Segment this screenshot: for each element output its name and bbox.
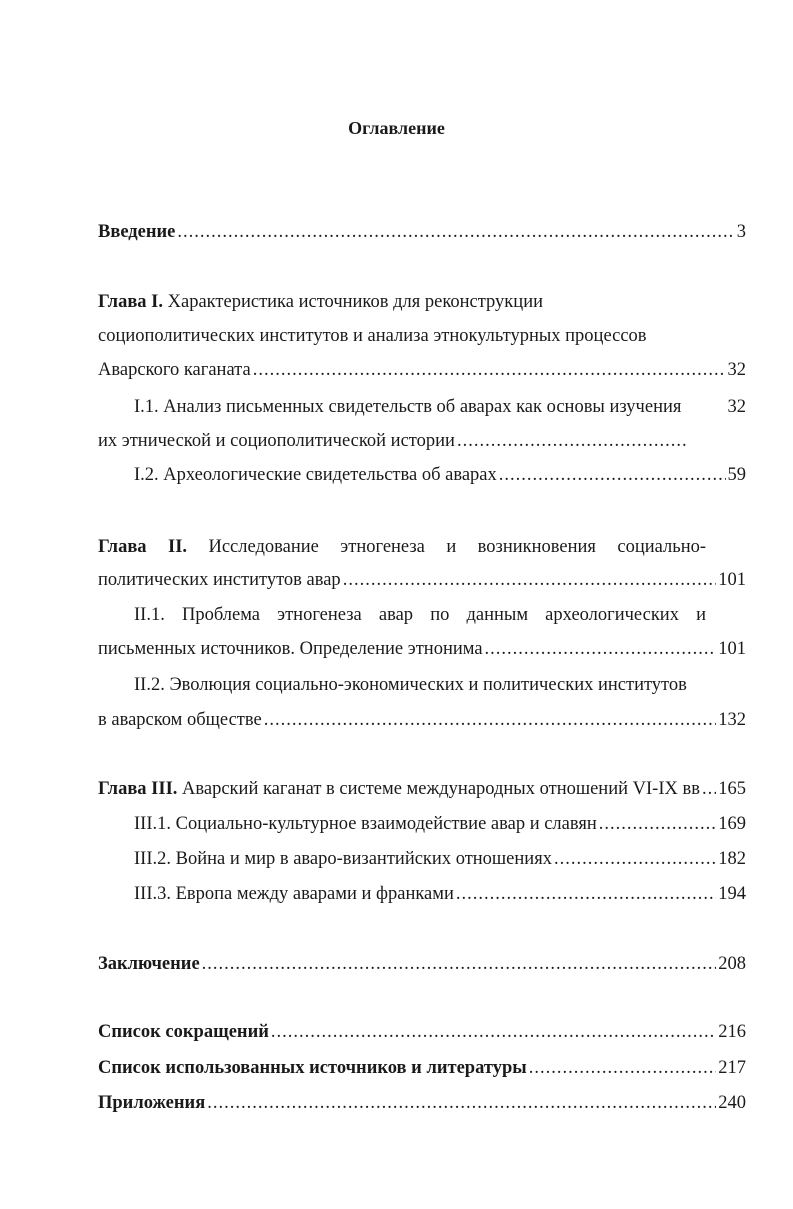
- toc-entry-label: Введение: [98, 222, 176, 242]
- chapter-label: Глава I.: [98, 292, 164, 312]
- chapter-heading: [98, 777, 700, 801]
- chapter-title-line: Аварский каганат в системе международных отношений VI-IX вв: [182, 779, 700, 799]
- section-title-line: II.1. Проблема этногенеза авар по данным археологических и: [134, 605, 706, 625]
- toc-entry-sources: [98, 1056, 746, 1080]
- page-number: 182: [718, 849, 746, 869]
- page-number: 208: [718, 954, 746, 974]
- leader-dots: [599, 812, 716, 836]
- section-title-line: в аварском обществе: [98, 710, 262, 730]
- page-number: 165: [718, 779, 746, 799]
- page-number: 217: [718, 1058, 746, 1078]
- leader-dots: [207, 1091, 716, 1115]
- toc-entry-chapter-1: [98, 358, 746, 382]
- chapter-title-line: Характеристика источников для реконструкции: [167, 292, 543, 312]
- toc-entry-section-1-2: [134, 463, 746, 487]
- page-number: 194: [718, 884, 746, 904]
- toc-entry-appendix: [98, 1091, 746, 1115]
- page-number: 216: [718, 1022, 746, 1042]
- section-title-line: их этнической и социополитической истории: [98, 431, 455, 451]
- chapter-label: Глава III.: [98, 779, 178, 799]
- leader-dots: [457, 429, 686, 453]
- chapter-label: Глава II.: [98, 537, 188, 557]
- chapter-title-line: социополитических институтов и анализа этнокультурных процессов: [98, 326, 647, 346]
- leader-dots: [529, 1056, 717, 1080]
- page-number: 132: [718, 710, 746, 730]
- page-number: 240: [718, 1093, 746, 1113]
- leader-dots: [253, 358, 726, 382]
- page-number: 101: [718, 570, 746, 590]
- toc-entry-label: Список сокращений: [98, 1022, 269, 1042]
- page-number: 169: [718, 814, 746, 834]
- chapter-title-line: Аварского каганата: [98, 360, 251, 380]
- page-title: Оглавление: [348, 118, 445, 138]
- toc-entry-section-3-1: [134, 812, 746, 836]
- leader-dots: [202, 952, 717, 976]
- leader-dots: [456, 882, 716, 906]
- toc-entry-label: Приложения: [98, 1093, 206, 1113]
- leader-dots: [499, 463, 726, 487]
- toc-entry-chapter-3: [98, 777, 746, 801]
- section-title: I.2. Археологические свидетельства об аварах: [134, 465, 497, 485]
- toc-entry-section-1-1: [134, 395, 746, 419]
- leader-dots: [271, 1020, 716, 1044]
- page-number: 32: [727, 360, 746, 380]
- toc-chapter-2-heading: [98, 535, 706, 559]
- leader-dots: [485, 637, 717, 661]
- toc-entry-conclusion: [98, 952, 746, 976]
- toc-entry-abbreviations: [98, 1020, 746, 1044]
- page-number: 101: [718, 639, 746, 659]
- leader-dots: [264, 708, 717, 732]
- toc-entry-section-2-1: [98, 637, 746, 661]
- section-title: III.1. Социально-культурное взаимодействие авар и славян: [134, 814, 597, 834]
- toc-entry-section-3-2: [134, 847, 746, 871]
- toc-chapter-1-heading: [98, 290, 708, 314]
- toc-entry-intro: [98, 220, 746, 244]
- toc-entry-section-2-2: [98, 708, 746, 732]
- leader-dots: [702, 777, 716, 801]
- section-title-line: II.2. Эволюция социально-экономических и политических институтов: [134, 675, 687, 695]
- chapter-title-line: Исследование этногенеза и возникновения социально-: [208, 537, 707, 557]
- leader-dots: [177, 220, 734, 244]
- page-number: 32: [727, 397, 746, 417]
- leader-dots: [343, 568, 717, 592]
- toc-entry-label: Заключение: [98, 954, 200, 974]
- section-title-line: письменных источников. Определение этнонима: [98, 639, 483, 659]
- toc-entry-chapter-2: [98, 568, 746, 592]
- toc-entry-label: Список использованных источников и литературы: [98, 1058, 527, 1078]
- page-number: 3: [736, 222, 746, 242]
- section-title: III.3. Европа между аварами и франками: [134, 884, 454, 904]
- leader-dots: [554, 847, 716, 871]
- chapter-title-line: политических институтов авар: [98, 570, 341, 590]
- section-title-line: I.1. Анализ письменных свидетельств об аварах как основы изучения: [134, 397, 682, 417]
- page-number: 59: [727, 465, 746, 485]
- section-title: III.2. Война и мир в аваро-византийских отношениях: [134, 849, 552, 869]
- toc-entry-section-3-3: [134, 882, 746, 906]
- toc-entry-section-1-1-cont: [98, 429, 688, 453]
